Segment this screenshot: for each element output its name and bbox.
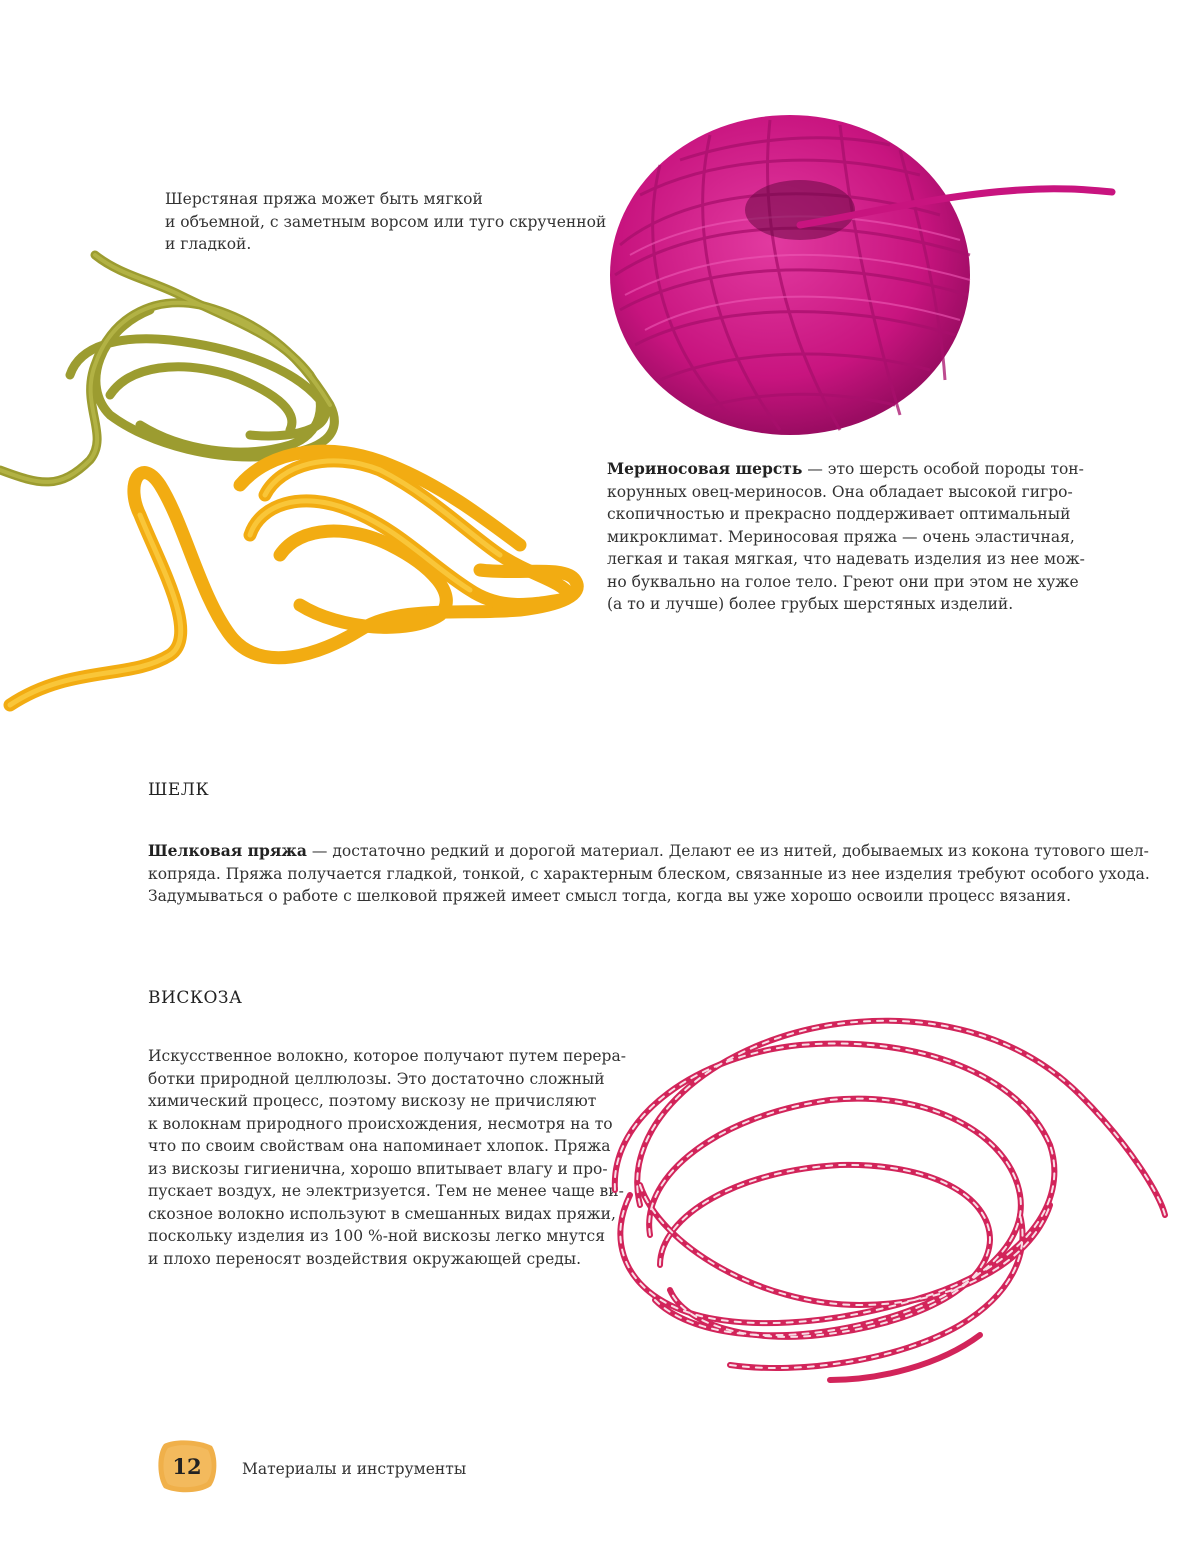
merino-line: скопичностью и прекрасно поддерживает оптимальный <box>607 505 1071 523</box>
viscose-heading: ВИСКОЗА <box>148 988 243 1008</box>
merino-line: но буквально на голое тело. Греют они при этом не хуже <box>607 572 1079 591</box>
merino-line: легкая и такая мягкая, что надевать изделия из нее мож- <box>607 550 1085 568</box>
silk-term: Шелковая пряжа <box>148 841 307 860</box>
silk-heading: ШЕЛК <box>148 780 210 800</box>
viscose-line: из вискозы гигиенична, хорошо впитывает влагу и про- <box>148 1159 608 1178</box>
wool-yarn-photo <box>0 235 600 725</box>
viscose-line: к волокнам природного происхождения, несмотря на то <box>148 1114 613 1133</box>
merino-line: (а то и лучше) более грубых шерстяных изделий. <box>607 595 1014 613</box>
viscose-line: ботки природной целлюлозы. Это достаточно сложный <box>148 1069 605 1088</box>
silk-line: Задумываться о работе с шелковой пряжей имеет смысл тогда, когда вы уже хорошо освоили процесс вязания. <box>148 887 1072 905</box>
viscose-line: Искусственное волокно, которое получают путем перера- <box>148 1047 626 1065</box>
viscose-line: химический процесс, поэтому вискозу не причисляют <box>148 1092 597 1110</box>
viscose-paragraph <box>148 1045 626 1270</box>
silk-first-line <box>148 840 1150 863</box>
viscose-line: поскольку изделия из 100 %-ной вискозы легко мнутся <box>148 1227 605 1245</box>
merino-line: корунных овец-мериносов. Она обладает высокой гигро- <box>607 482 1073 501</box>
caption-line: и объемной, с заметным ворсом или туго скрученной <box>165 212 607 231</box>
merino-first-line <box>607 458 1085 481</box>
wool-caption <box>165 188 606 256</box>
silk-line: копряда. Пряжа получается гладкой, тонкой, с характерным блеском, связанные из нее изделия требуют особого ухода. <box>148 864 1150 883</box>
viscose-line: пускает воздух, не электризуется. Тем не менее чаще ви- <box>148 1182 624 1200</box>
page-number: 12 <box>172 1453 202 1479</box>
merino-paragraph <box>607 458 1085 616</box>
merino-term: Мериносовая шерсть <box>607 459 803 478</box>
merino-line: микроклимат. Мериносовая пряжа — очень эластичная, <box>607 527 1075 546</box>
viscose-line: что по своим свойствам она напоминает хлопок. Пряжа <box>148 1137 611 1155</box>
footer-section-title: Материалы и инструменты <box>242 1460 467 1478</box>
caption-line: и гладкой. <box>165 235 252 253</box>
viscose-yarn-photo <box>600 1005 1170 1390</box>
caption-line: Шерстяная пряжа может быть мягкой <box>165 190 483 208</box>
viscose-line: скозное волокно используют в смешанных видах пряжи, <box>148 1204 616 1223</box>
silk-paragraph <box>148 840 1150 908</box>
merino-yarn-ball-photo <box>600 105 1120 455</box>
silk-first-line-rest: — достаточно редкий и дорогой материал. Делают ее из нитей, добываемых из кокона тутового шел- <box>306 842 1149 860</box>
viscose-line: и плохо переносят воздействия окружающей среды. <box>148 1249 582 1268</box>
merino-first-line-rest: — это шерсть особой породы тон- <box>802 460 1084 478</box>
